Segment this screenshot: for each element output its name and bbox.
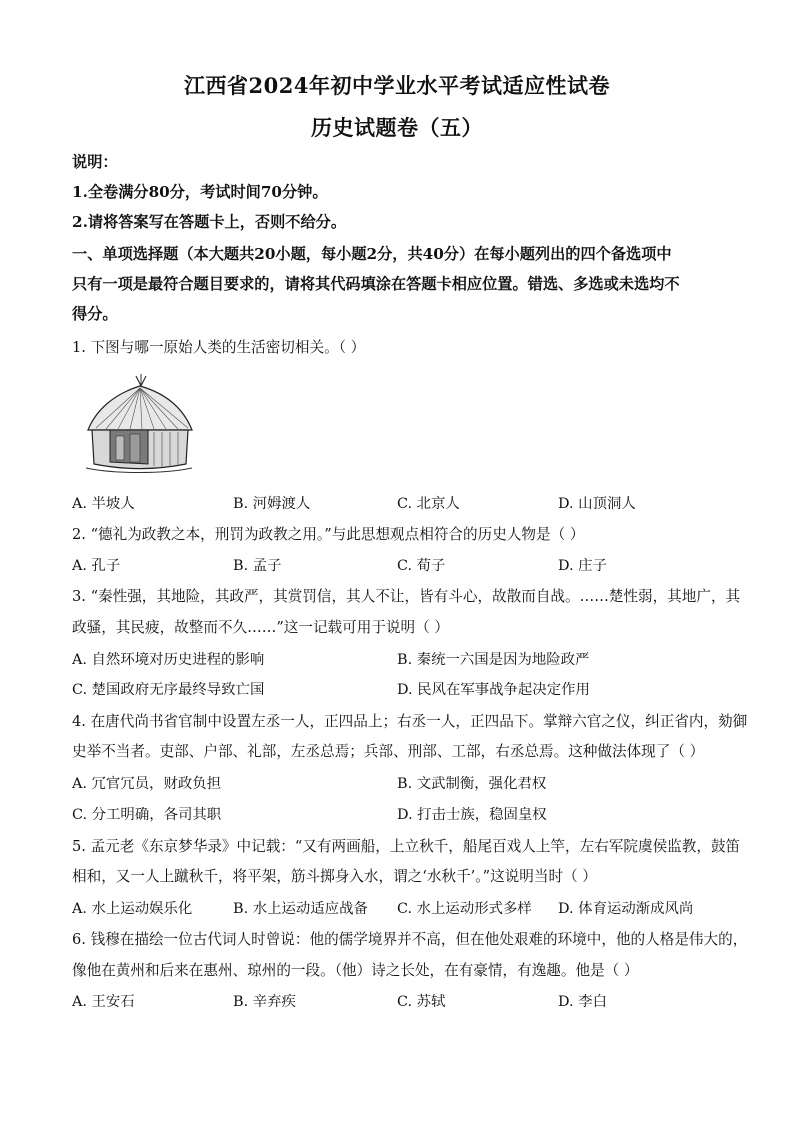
section-instruction: 得分。 <box>72 305 118 323</box>
q6-option-b: B. 辛弃疾 <box>233 994 296 1010</box>
q2-option-c: C. 荀子 <box>397 558 446 574</box>
q5-option-a: A. 水上运动娱乐化 <box>72 901 193 917</box>
q3-option-b: B. 秦统一六国是因为地险政严 <box>397 652 590 668</box>
question-2-stem: 2. “德礼为政教之本，刑罚为政教之用。”与此思想观点相符合的历史人物是（ ） <box>72 526 585 543</box>
question-4-stem: 4. 在唐代尚书省官制中设置左丞一人，正四品上；右丞一人，正四品下。掌辩六官之仪，纠正省内，劾御 <box>72 713 748 730</box>
q4-option-a: A. 冗官冗员，财政负担 <box>72 776 222 792</box>
q3-option-d: D. 民风在军事战争起决定作用 <box>397 682 590 698</box>
q4-option-d: D. 打击士族，稳固皇权 <box>397 807 547 823</box>
q3-option-c: C. 楚国政府无序最终导致亡国 <box>72 682 265 698</box>
q2-option-a: A. 孔子 <box>72 558 121 574</box>
q5-option-d: D. 体育运动渐成风尚 <box>558 901 694 917</box>
note-item: 2.请将答案写在答题卡上，否则不给分。 <box>72 213 347 231</box>
q1-option-d: D. 山顶洞人 <box>558 496 636 512</box>
question-6-stem: 像他在黄州和后来在惠州、琼州的一段。（他）诗之长处，在有豪情，有逸趣。他是（ ） <box>72 962 639 979</box>
primitive-hut-figure <box>84 372 194 476</box>
exam-subtitle: 历史试题卷（五） <box>311 115 483 140</box>
question-1-stem: 1. 下图与哪一原始人类的生活密切相关。（ ） <box>72 339 366 356</box>
q2-option-d: D. 庄子 <box>558 558 607 574</box>
question-3-stem: 3. “秦性强，其地险，其政严，其赏罚信，其人不让，皆有斗心，故散而自战。……楚性弱，其地广，其 <box>72 588 741 605</box>
question-5-stem: 相和，又一人上蹴秋千，将平架，筋斗掷身入水，谓之‘水秋千’。”这说明当时（ ） <box>72 868 597 885</box>
section-instruction: 一、单项选择题（本大题共20小题，每小题2分，共40分）在每小题列出的四个备选项中 <box>72 245 672 263</box>
q1-option-b: B. 河姆渡人 <box>233 496 311 512</box>
q4-option-b: B. 文武制衡，强化君权 <box>397 776 547 792</box>
q5-option-b: B. 水上运动适应战备 <box>233 901 368 917</box>
section-instruction: 只有一项是最符合题目要求的，请将其代码填涂在答题卡相应位置。错选、多选或未选均不 <box>72 275 680 293</box>
q6-option-d: D. 李白 <box>558 994 607 1010</box>
q2-option-b: B. 孟子 <box>233 558 282 574</box>
q1-option-c: C. 北京人 <box>397 496 460 512</box>
round-thatched-hut-icon <box>84 372 194 476</box>
q6-option-c: C. 苏轼 <box>397 994 446 1010</box>
q1-option-a: A. 半坡人 <box>72 496 135 512</box>
question-6-stem: 6. 钱穆在描绘一位古代词人时曾说：他的儒学境界并不高，但在他处艰难的环境中，他的人格是伟大的， <box>72 931 748 948</box>
question-3-stem: 政骚，其民疲，故整而不久……”这一记载可用于说明（ ） <box>72 619 449 636</box>
q3-option-a: A. 自然环境对历史进程的影响 <box>72 652 265 668</box>
notes-heading: 说明： <box>72 153 118 171</box>
q4-option-c: C. 分工明确，各司其职 <box>72 807 222 823</box>
question-5-stem: 5. 孟元老《东京梦华录》中记载：“又有两画船，上立秋千，船尾百戏人上竿，左右军院虞侯监教，鼓笛 <box>72 838 741 855</box>
question-4-stem: 史举不当者。吏部、户部、礼部，左丞总焉；兵部、刑部、工部，右丞总焉。这种做法体现了（ ） <box>72 743 705 760</box>
q5-option-c: C. 水上运动形式多样 <box>397 901 532 917</box>
note-item: 1.全卷满分80分，考试时间70分钟。 <box>72 183 328 201</box>
q6-option-a: A. 王安石 <box>72 994 135 1010</box>
exam-title: 江西省2024年初中学业水平考试适应性试卷 <box>184 73 610 98</box>
